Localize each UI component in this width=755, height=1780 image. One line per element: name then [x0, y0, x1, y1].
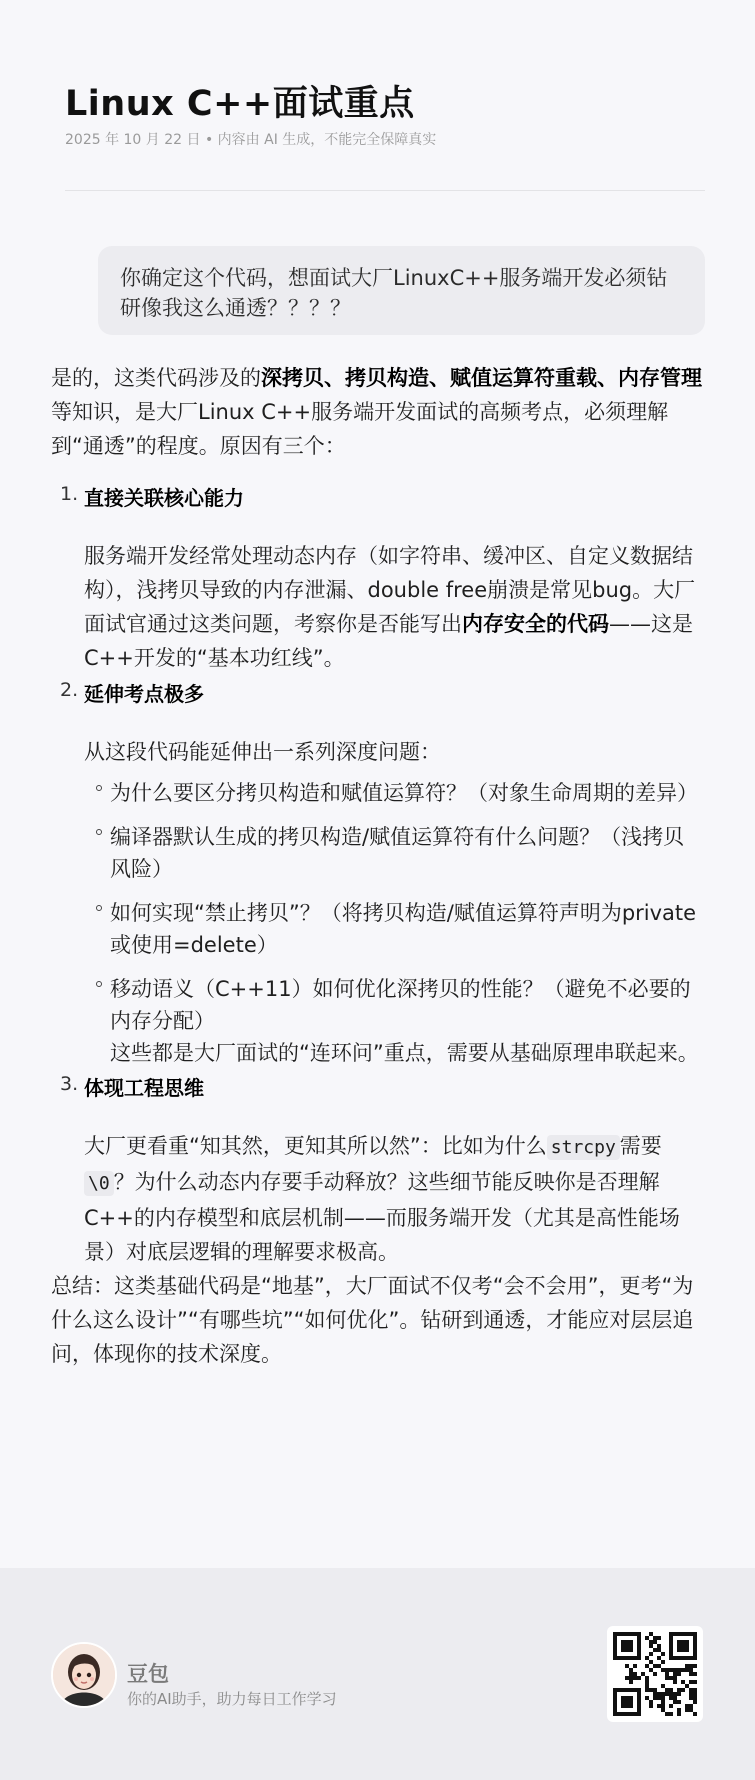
- bullet-item: 移动语义（C++11）如何优化深拷贝的性能？（避免不必要的内存分配）: [84, 973, 705, 1037]
- footer: [0, 1568, 755, 1780]
- page-meta: 2025 年 10 月 22 日 • 内容由 AI 生成，不能完全保障真实: [65, 132, 437, 148]
- qr-code-icon[interactable]: [607, 1626, 703, 1722]
- reason-body: [84, 1129, 705, 1269]
- bullet-tail-text: 这些都是大厂面试的“连环问”重点，需要从基础原理串联起来。: [110, 1041, 699, 1065]
- reason-body-text-2: ——这是C++开发的“基本功红线”。: [84, 612, 693, 670]
- answer-intro: [51, 361, 705, 463]
- reason-item-3: [51, 1073, 705, 1269]
- bullet-item: 为什么要区分拷贝构造和赋值运算符？（对象生命周期的差异）: [84, 777, 705, 809]
- divider: [65, 190, 705, 191]
- reason-body: [84, 539, 705, 675]
- inline-code: strcpy: [547, 1135, 620, 1160]
- page-title: Linux C++面试重点: [65, 84, 415, 124]
- answer-intro-bold: 深拷贝、拷贝构造、赋值运算符重载、内存管理: [261, 366, 702, 390]
- brand-tagline: 你的AI助手，助力每日工作学习: [127, 1690, 337, 1708]
- reason-body-bold: 内存安全的代码: [462, 612, 609, 636]
- reason-number: 3.: [60, 1073, 79, 1095]
- reason-title: 直接关联核心能力: [84, 486, 244, 510]
- user-question-text: 你确定这个代码，想面试大厂LinuxC++服务端开发必须钻研像我这么通透？？？？: [120, 266, 668, 320]
- reason-item-2: [51, 679, 705, 1069]
- ai-answer: [51, 361, 705, 1371]
- reason-body-text: 大厂更看重“知其然，更知其所以然”：比如为什么: [84, 1134, 547, 1158]
- reason-body-text: 从这段代码能延伸出一系列深度问题：: [84, 740, 441, 764]
- answer-intro-text-2: 等知识，是大厂Linux C++服务端开发面试的高频考点，必须理解到“通透”的程度。原因有三个：: [51, 400, 669, 458]
- avatar: [51, 1642, 117, 1708]
- reason-item-1: [51, 483, 705, 675]
- reason-number: 2.: [60, 679, 79, 701]
- reason-title: 延伸考点极多: [84, 682, 204, 706]
- header: [0, 0, 755, 150]
- reason-body-text-3: ？为什么动态内存要手动释放？这些细节能反映你是否理解C++的内存模型和底层机制——而服务端开发（尤其是高性能场景）对底层逻辑的理解要求极高。: [84, 1170, 680, 1264]
- bullet-item: 如何实现“禁止拷贝”？（将拷贝构造/赋值运算符声明为private或使用=delete）: [84, 897, 705, 961]
- reason-body-text-2: 需要: [619, 1134, 662, 1158]
- user-question-bubble: [98, 246, 705, 335]
- reason-body-text: 服务端开发经常处理动态内存（如字符串、缓冲区、自定义数据结构），浅拷贝导致的内存泄漏、double free崩溃是常见bug。大厂面试官通过这类问题，考察你是否能写出: [84, 544, 696, 636]
- inline-code: \0: [84, 1171, 114, 1196]
- avatar-illustration-icon: [53, 1644, 115, 1706]
- reason-body: [84, 735, 705, 1069]
- bullet-item: 编译器默认生成的拷贝构造/赋值运算符有什么问题？（浅拷贝风险）: [84, 821, 705, 885]
- answer-summary: 总结：这类基础代码是“地基”，大厂面试不仅考“会不会用”，更考“为什么这么设计”“有哪些坑”“如何优化”。钻研到通透，才能应对层层追问，体现你的技术深度。: [51, 1274, 694, 1366]
- brand-name: 豆包: [127, 1662, 169, 1686]
- question-bullet-list: [84, 777, 705, 1037]
- reason-number: 1.: [60, 483, 79, 505]
- reason-title: 体现工程思维: [84, 1076, 204, 1100]
- reason-list: [51, 483, 705, 1269]
- answer-intro-text: 是的，这类代码涉及的: [51, 366, 261, 390]
